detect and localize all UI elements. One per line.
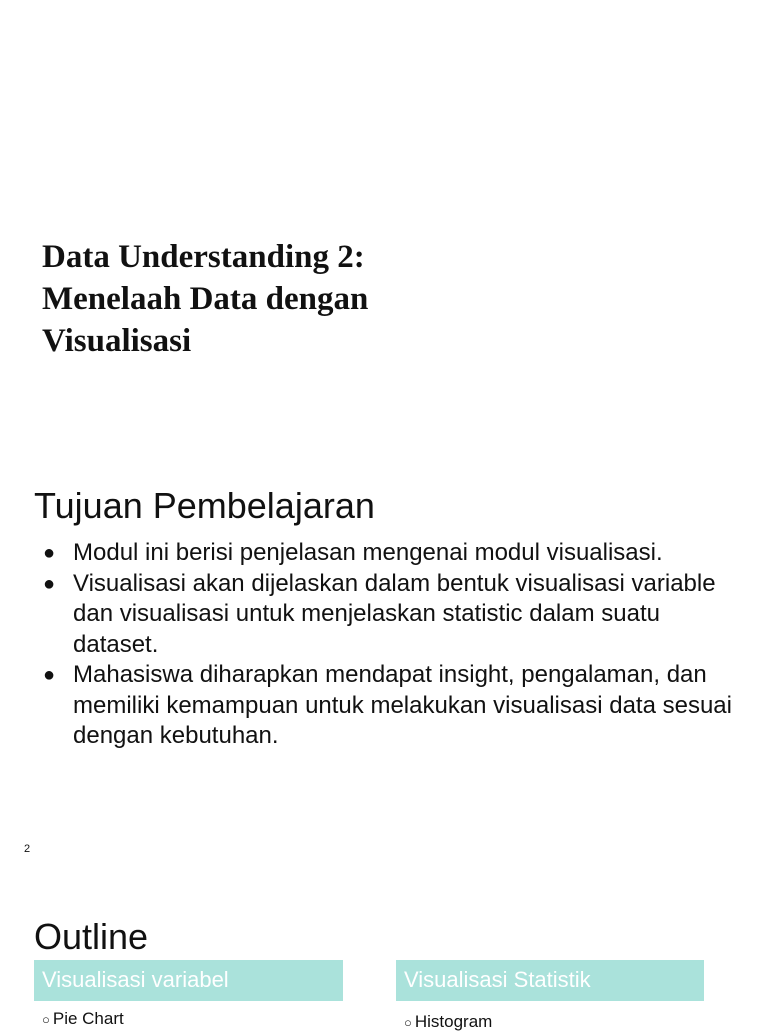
bullet-text: Visualisasi akan dijelaskan dalam bentuk visualisasi variable dan visualisasi untuk menjelaskan statistic dalam suatu dataset. (73, 569, 716, 658)
title-line-1: Data Understanding 2: (42, 239, 365, 275)
bullet-text: Modul ini berisi penjelasan mengenai modul visualisasi. (73, 539, 663, 566)
bullet-icon: ● (43, 664, 56, 686)
circle-bullet-icon: ○ (42, 1012, 50, 1027)
outline-item-label: Pie Chart (52, 1009, 124, 1028)
bullet-icon: ● (43, 542, 56, 564)
list-item (42, 660, 742, 752)
page-number: 2 (24, 843, 31, 855)
list-item (42, 538, 742, 569)
outline-item-label: Histogram (414, 1012, 493, 1031)
list-item (42, 569, 742, 661)
circle-bullet-icon: ○ (404, 1015, 412, 1030)
outline-item-pie-chart (42, 1009, 124, 1030)
outline-heading: Outline (34, 916, 149, 957)
title-line-3: Visualisasi (42, 323, 192, 359)
outline-item-histogram (404, 1012, 492, 1033)
slide-title (42, 236, 602, 362)
tujuan-heading: Tujuan Pembelajaran (34, 485, 375, 526)
title-line-2: Menelaah Data dengan (42, 281, 369, 317)
outline-band-statistik: Visualisasi Statistik (396, 960, 704, 1001)
bullet-text: Mahasiswa diharapkan mendapat insight, pengalaman, dan memiliki kemampuan untuk melakukan visualisasi data sesuai dengan kebutuhan. (73, 661, 732, 749)
bullet-icon: ● (43, 572, 56, 595)
objectives-list (42, 538, 742, 752)
outline-band-variabel: Visualisasi variabel (34, 960, 343, 1001)
